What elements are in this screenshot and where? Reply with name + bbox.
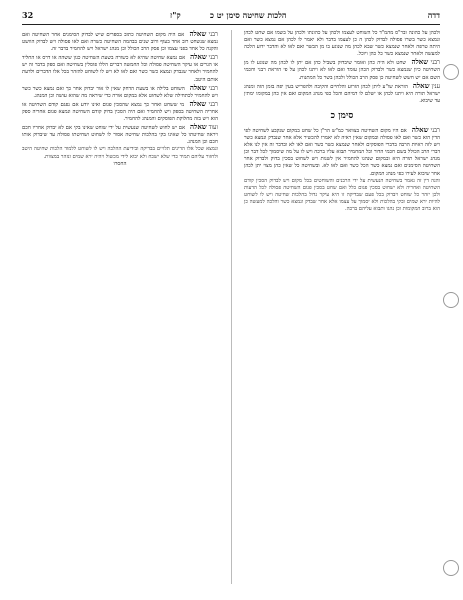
right-column [244,30,440,586]
question-label: שאלה [411,124,429,134]
question-label: שאלה [412,80,430,90]
body-paragraph: והנה דין זה נאמר בשחיטה הנעשית על ידי הרבנים והשוחטים בכל מקום ויש לבדוק הסכין קודם השחיטה ואחריה ולא ישחוט בסכין פגום כלל ואם שחט בסכין פגום השחיטה פסולה לכל הדעות ולכן יזהר כל שוחט ויבדוק בכל פעם שבדיקה זו היא עיקר גדול בהלכות שחיטה ויש לו לשוחט להיות ירא שמים ובקי בהלכות ולא יסמוך על עצמו אלא אחר שבדק ונמצא כשר והלכה למעשה כן הוא ברוב המקומות וכן נהגו ותבוא עליהם ברכה. [244,177,440,212]
question-paragraph [244,58,440,81]
question-text: אם היו מקום השחיטה בצוואר כמ"ש הר"ן כל שחט במקום שנקבע לשחיטה לפי הדין הוא כשר ואם לאו פסולה ובמקום שאין ראיה לא יאמרו להכשיר אלא אחר שנבדק ונמצא כשר ויש לזה ראיות הרבה בדברי הפוסקים ולאחר שנמצא כשר כשר ואם לאו לא ובדבר זה אין לנו אלא דברי הרב הכולל בשם חכמי הדור וכל המחמיר תבוא עליו ברכה ויש לו על מה שיסמוך לכל דבר וכן מנהג ישראל תורה היא ובמקום שנהגו להחמיר אין לשנות ויש לשחוט בסכין בדוק ולבדוק אחר השחיטה הסימנים ואם נמצא כשר הכל כשר ואם לאו לא. ובשחיטה כל שאין כהן מצוי יתן לכהן אחר שיבוא לעירו כפי מנהג המקום. [244,127,440,177]
question-paragraph [244,126,440,178]
question-lead-word: רבני [430,59,440,67]
question-lead-word: רבני [208,31,218,38]
question-text: הוראת שו"ע ליתן לכהן הזרוע והלחיים והקיבה ולהפריש בעין יפה בזמן הזה ומנהג ישראל תורה היא ויתנו לכהן או ישלם לו דמיהם והכל כפי מנהג המקום ואם אין כהן במקומו ימתין עד שיבוא. [244,83,440,104]
question-paragraph [22,100,218,123]
question-text: אם היה מקום השחיטה כתוב בספרים שיש לבדוק הסימנים אחר השחיטה ואם נמצא שנשחט רוב אחד בעוף ורוב שנים בבהמה השחיטה כשרה ואם לאו פסולה ויש לבדוק הוושט והקנה כל אחד בפני עצמו וכן פסק הרב הכולל וכן מנהג ישראל ויש להחמיר בדבר זה. [22,32,218,53]
question-text: מי ששחט ואחר כך נמצא שהסכין פגום ואינו יודע אם נפגם קודם השחיטה או אחריה השחיטה בספק ויש להחמיר ואם היה הסכין בדוק קודם השחיטה ונמצא פגום אחריה ספק הוא ויש בזה מחלוקת הפוסקים והמנהג להחמיר. [22,101,218,123]
question-text: השוחט בלילה או בשעת הדחק שאין לו אור יבדוק אחר כך ואם נמצא כשר כשר ויש להחמיר לכתחילה שלא לשחוט אלא במקום אורה כדי שיראה מה שהוא עושה וכן המנהג. [22,85,218,99]
question-lead-word: רבני [208,54,218,62]
question-lead-word: רבני [430,126,440,134]
opening-paragraph: ולכהן על כהונה ובר"ס מהמ"ד כל השוחט לעצמו ולכהן על כהונתו ולכהן על בשמו אם שחט לכהן ונמצא כשר בשרו פסולה לבדוק לכהן ה כן לעצמו בדבר ולא יאמר לו לכהן אם נמצא כשר ואם היתה טרפה ולאחר שנמצא כשר שבא לכהן מה שנוגע בו מן הבשר ואם לאו לא והדבר ידוע הלכה למעשה ולאחר שנמצא כשר כל כהן ויוכל. [244,30,440,58]
question-label: שאלה [189,30,207,38]
column-separator [231,30,232,584]
question-text: שחט ולא היה כהן ואומר שיבדוק בשביל כהן אם יתן לו לכהן מה שנוגע לו מן השחיטה כיון שנמצא כשר ולבדוק הכהן עומד ואם לאו לא ויתנו לכהן על פי הוראת רבני וחכמי השם אם יש חשש לשחיטה כן פסק הרב הכולל ולכהן בשר כל המתנות. [244,60,440,81]
running-mark: דדה [427,10,440,20]
section-heading: סימן כ [330,110,354,121]
binder-hole-middle [443,292,459,308]
question-label: שאלה [190,122,207,132]
question-lead-word: רבני [208,84,218,92]
question-paragraph [22,84,218,100]
question-paragraph [244,82,440,105]
binder-hole-top [443,64,459,80]
closing-word: החסרו [113,160,127,167]
question-label: שאלה [189,98,207,108]
question-paragraph [22,53,218,83]
body-paragraph: ונמצא שכל אלו הדינים תלויים בבדיקה ובידיעת ההלכה ויש לו לשוחט ללמוד הלכות שחיטה היטב ולחזור עליהם תמיד כדי שלא ישכח ולא יבוא לידי מכשול ויהיה ירא שמים ונזהר במצוות. [22,146,218,160]
question-text: אם נמצא שחיטה שהיא לא כשורה בשעת השחיטה כגון ששהה או דרס או החליד או הגרים או עיקר השחיטה פסולה וכל החמשה דברים הללו פוסלין בשחיטה ואם ספק בדבר זה יש להחמיר ולאחר שנבדק ונמצא כשר כשר ואם לאו לא ויש לו לשוחט להזהר בכל אלו הדברים ולדעת אותם היטב. [22,55,218,83]
question-label: שאלה [411,57,429,67]
header-rule [22,24,440,25]
left-column [22,30,218,586]
folio-number: ק"ז [170,10,181,20]
page-header [22,10,440,24]
question-lead-word: רבני [208,100,218,108]
page-title: הלכות שחיטה סימן יט כ [210,10,287,20]
page-number: 32 [22,10,34,20]
question-lead-word: ועוד [208,124,218,132]
question-paragraph [22,123,218,146]
question-label: שאלה [189,82,207,92]
binder-hole-bottom [443,560,459,576]
question-lead-word: ענין [431,82,440,90]
question-label: שאלה [190,52,207,62]
question-paragraph [22,30,218,53]
question-text: אם יש לחוש לשחיטה שנעשית על ידי שוחט שאינו בקי אם לא יבדוק אחריו חכם ויראה שחיטתו כל שאינו בקי בהלכות שחיטה אסור לו לשחוט ושחיטתו פסולה עד שיבדוק אותו חכם וכן המנהג. [22,125,218,146]
